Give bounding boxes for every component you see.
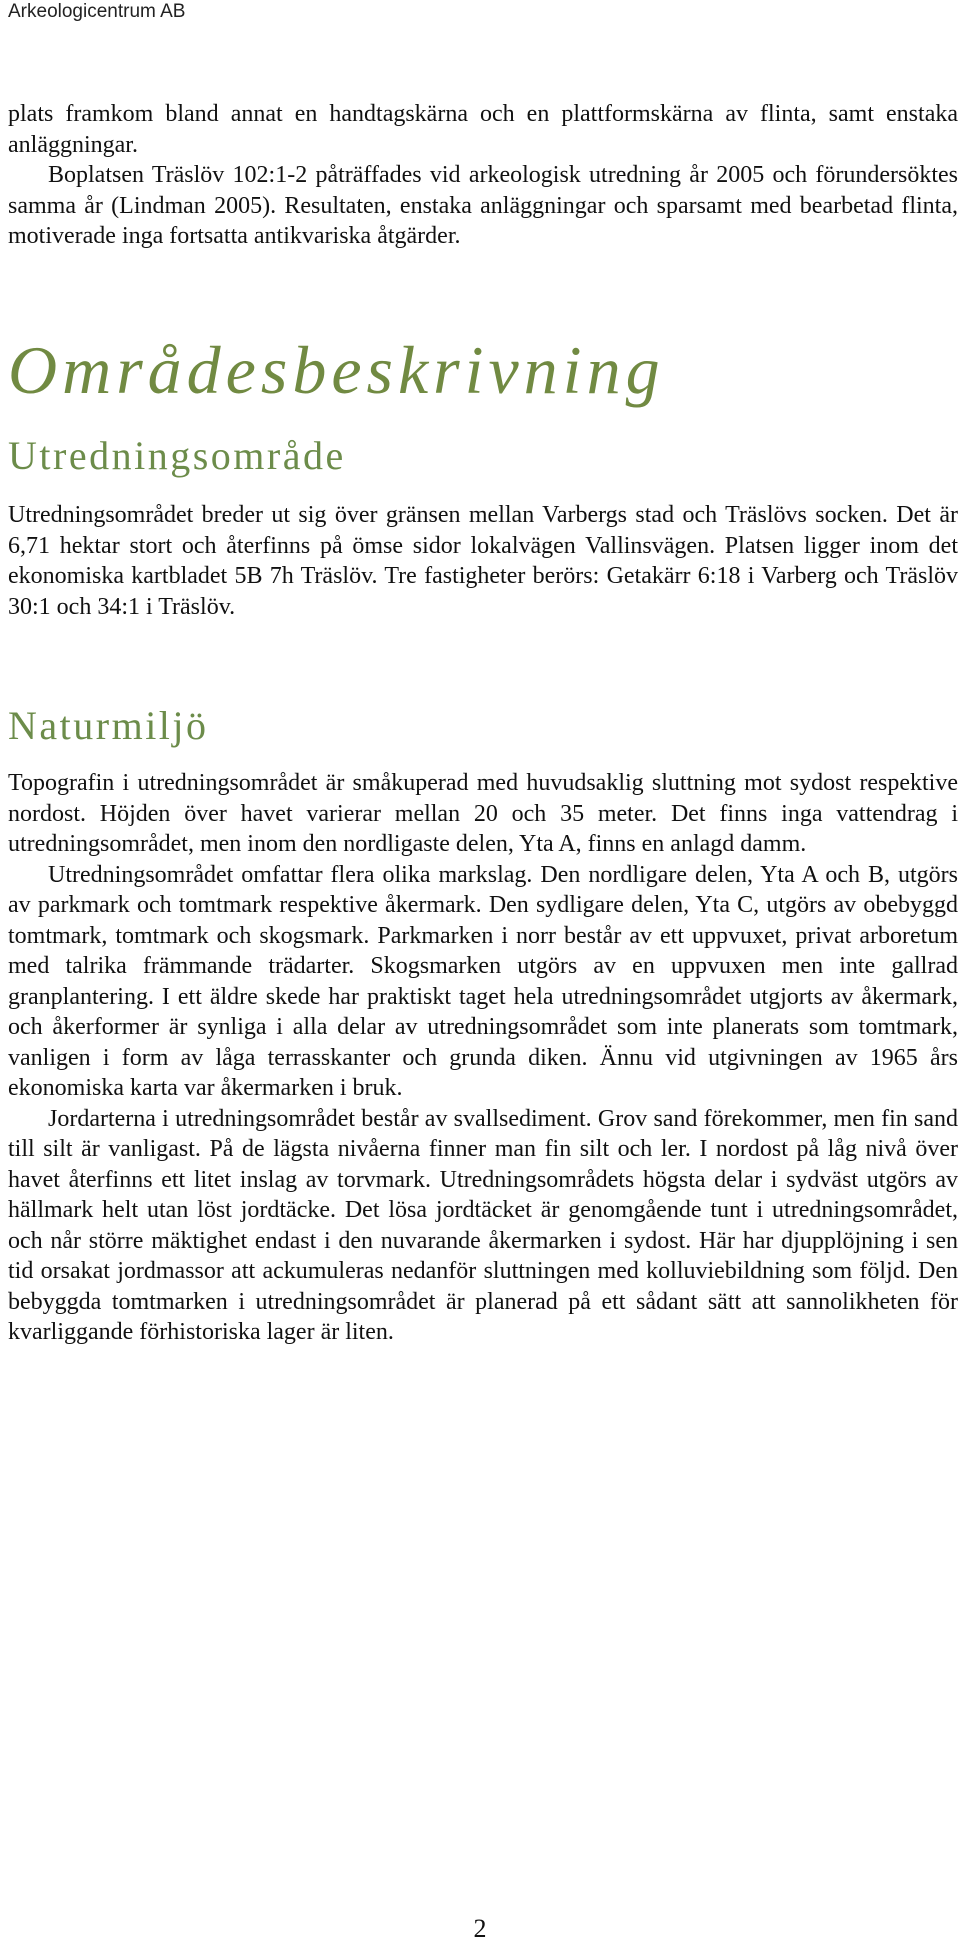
section-naturmiljo — [8, 702, 960, 750]
naturmiljo-paragraph-1: Topografin i utredningsområdet är småkuperad med huvudsaklig sluttning mot sydost respektive nordost. Höjden över havet varierar mellan 20 och 35 meter. Det finns inga vattendrag i utredningsområdet, men inom den nordligaste delen, Yta A, finns en anlagd damm. — [8, 770, 958, 857]
page-number: 2 — [473, 1914, 487, 1943]
running-header: Arkeologicentrum AB — [8, 1, 186, 22]
naturmiljo-paragraph-2: Utredningsområdet omfattar flera olika markslag. Den nordligare delen, Yta A och B, utgörs av parkmark och tomtmark respektive åkermark. Den sydligare delen, Yta C, utgörs av obebyggd tomtmark, tomtmark och skogsmark. Parkmarken i norr består av ett uppvuxet, privat arboretum med talrika främmande trädarter. Skogsmarken utgörs av en uppvuxen men inte gallrad granplantering. I ett äldre skede har praktiskt taget hela utredningsområdet utgjorts av åkermark, och åkerformer är synliga i alla delar av utredningsområdet som inte planerats som tomtmark, vanligen i form av låga terrasskanter och grunda diken. Ännu vid utgivningen av 1965 års ekonomiska karta var åkermarken i bruk. — [8, 861, 958, 1101]
utredningsomrade-body — [8, 500, 960, 622]
section-heading-utredningsomrade: Utredningsområde — [8, 433, 346, 478]
intro-block — [8, 99, 960, 252]
intro-paragraph-2: Boplatsen Träslöv 102:1-2 påträffades vid arkeologisk utredning år 2005 och förundersöktes samma år (Lindman 2005). Resultaten, enstaka anläggningar och sparsamt med bearbetad flinta, motiverade inga fortsatta antikvariska åtgärder. — [8, 162, 958, 249]
section-utredningsomrade — [8, 432, 960, 480]
utredningsomrade-paragraph-1: Utredningsområdet breder ut sig över gränsen mellan Varbergs stad och Träslövs socken. Det är 6,71 hektar stort och återfinns på ömse sidor lokalvägen Vallinsvägen. Platsen ligger inom det ekonomiska kartbladet 5B 7h Träslöv. Tre fastigheter berörs: Getakärr 6:18 i Varberg och Träslöv 30:1 och 34:1 i Träslöv. — [8, 502, 958, 620]
naturmiljo-body — [8, 768, 960, 1348]
intro-paragraph-1: plats framkom bland annat en handtagskärna och en plattformskärna av flinta, samt enstaka anläggningar. — [8, 101, 958, 158]
naturmiljo-paragraph-3: Jordarterna i utredningsområdet består av svallsediment. Grov sand förekommer, men fin sand till silt är vanligast. På de lägsta nivåerna finner man fin silt och ler. I nordost på låg nivå över havet återfinns ett litet inslag av torvmark. Utredningsområdets högsta delar i sydväst utgörs av hällmark helt utan löst jordtäcke. Det lösa jordtäcket är genomgående tunt i utredningsområdet, och når större mäktighet endast i den nuvarande åkermarken i sydost. Här har djupplöjning i sen tid orsakat jordmassor att ackumuleras nedanför sluttningen med kolluviebildning som följd. Den bebyggda tomtmarken i utredningsområdet är planerad på ett sådant sätt att sannolikheten för kvarliggande förhistoriska lager är liten. — [8, 1105, 958, 1345]
chapter-block — [8, 330, 960, 410]
chapter-title: Områdesbeskrivning — [8, 332, 665, 408]
section-heading-naturmiljo: Naturmiljö — [8, 703, 209, 748]
